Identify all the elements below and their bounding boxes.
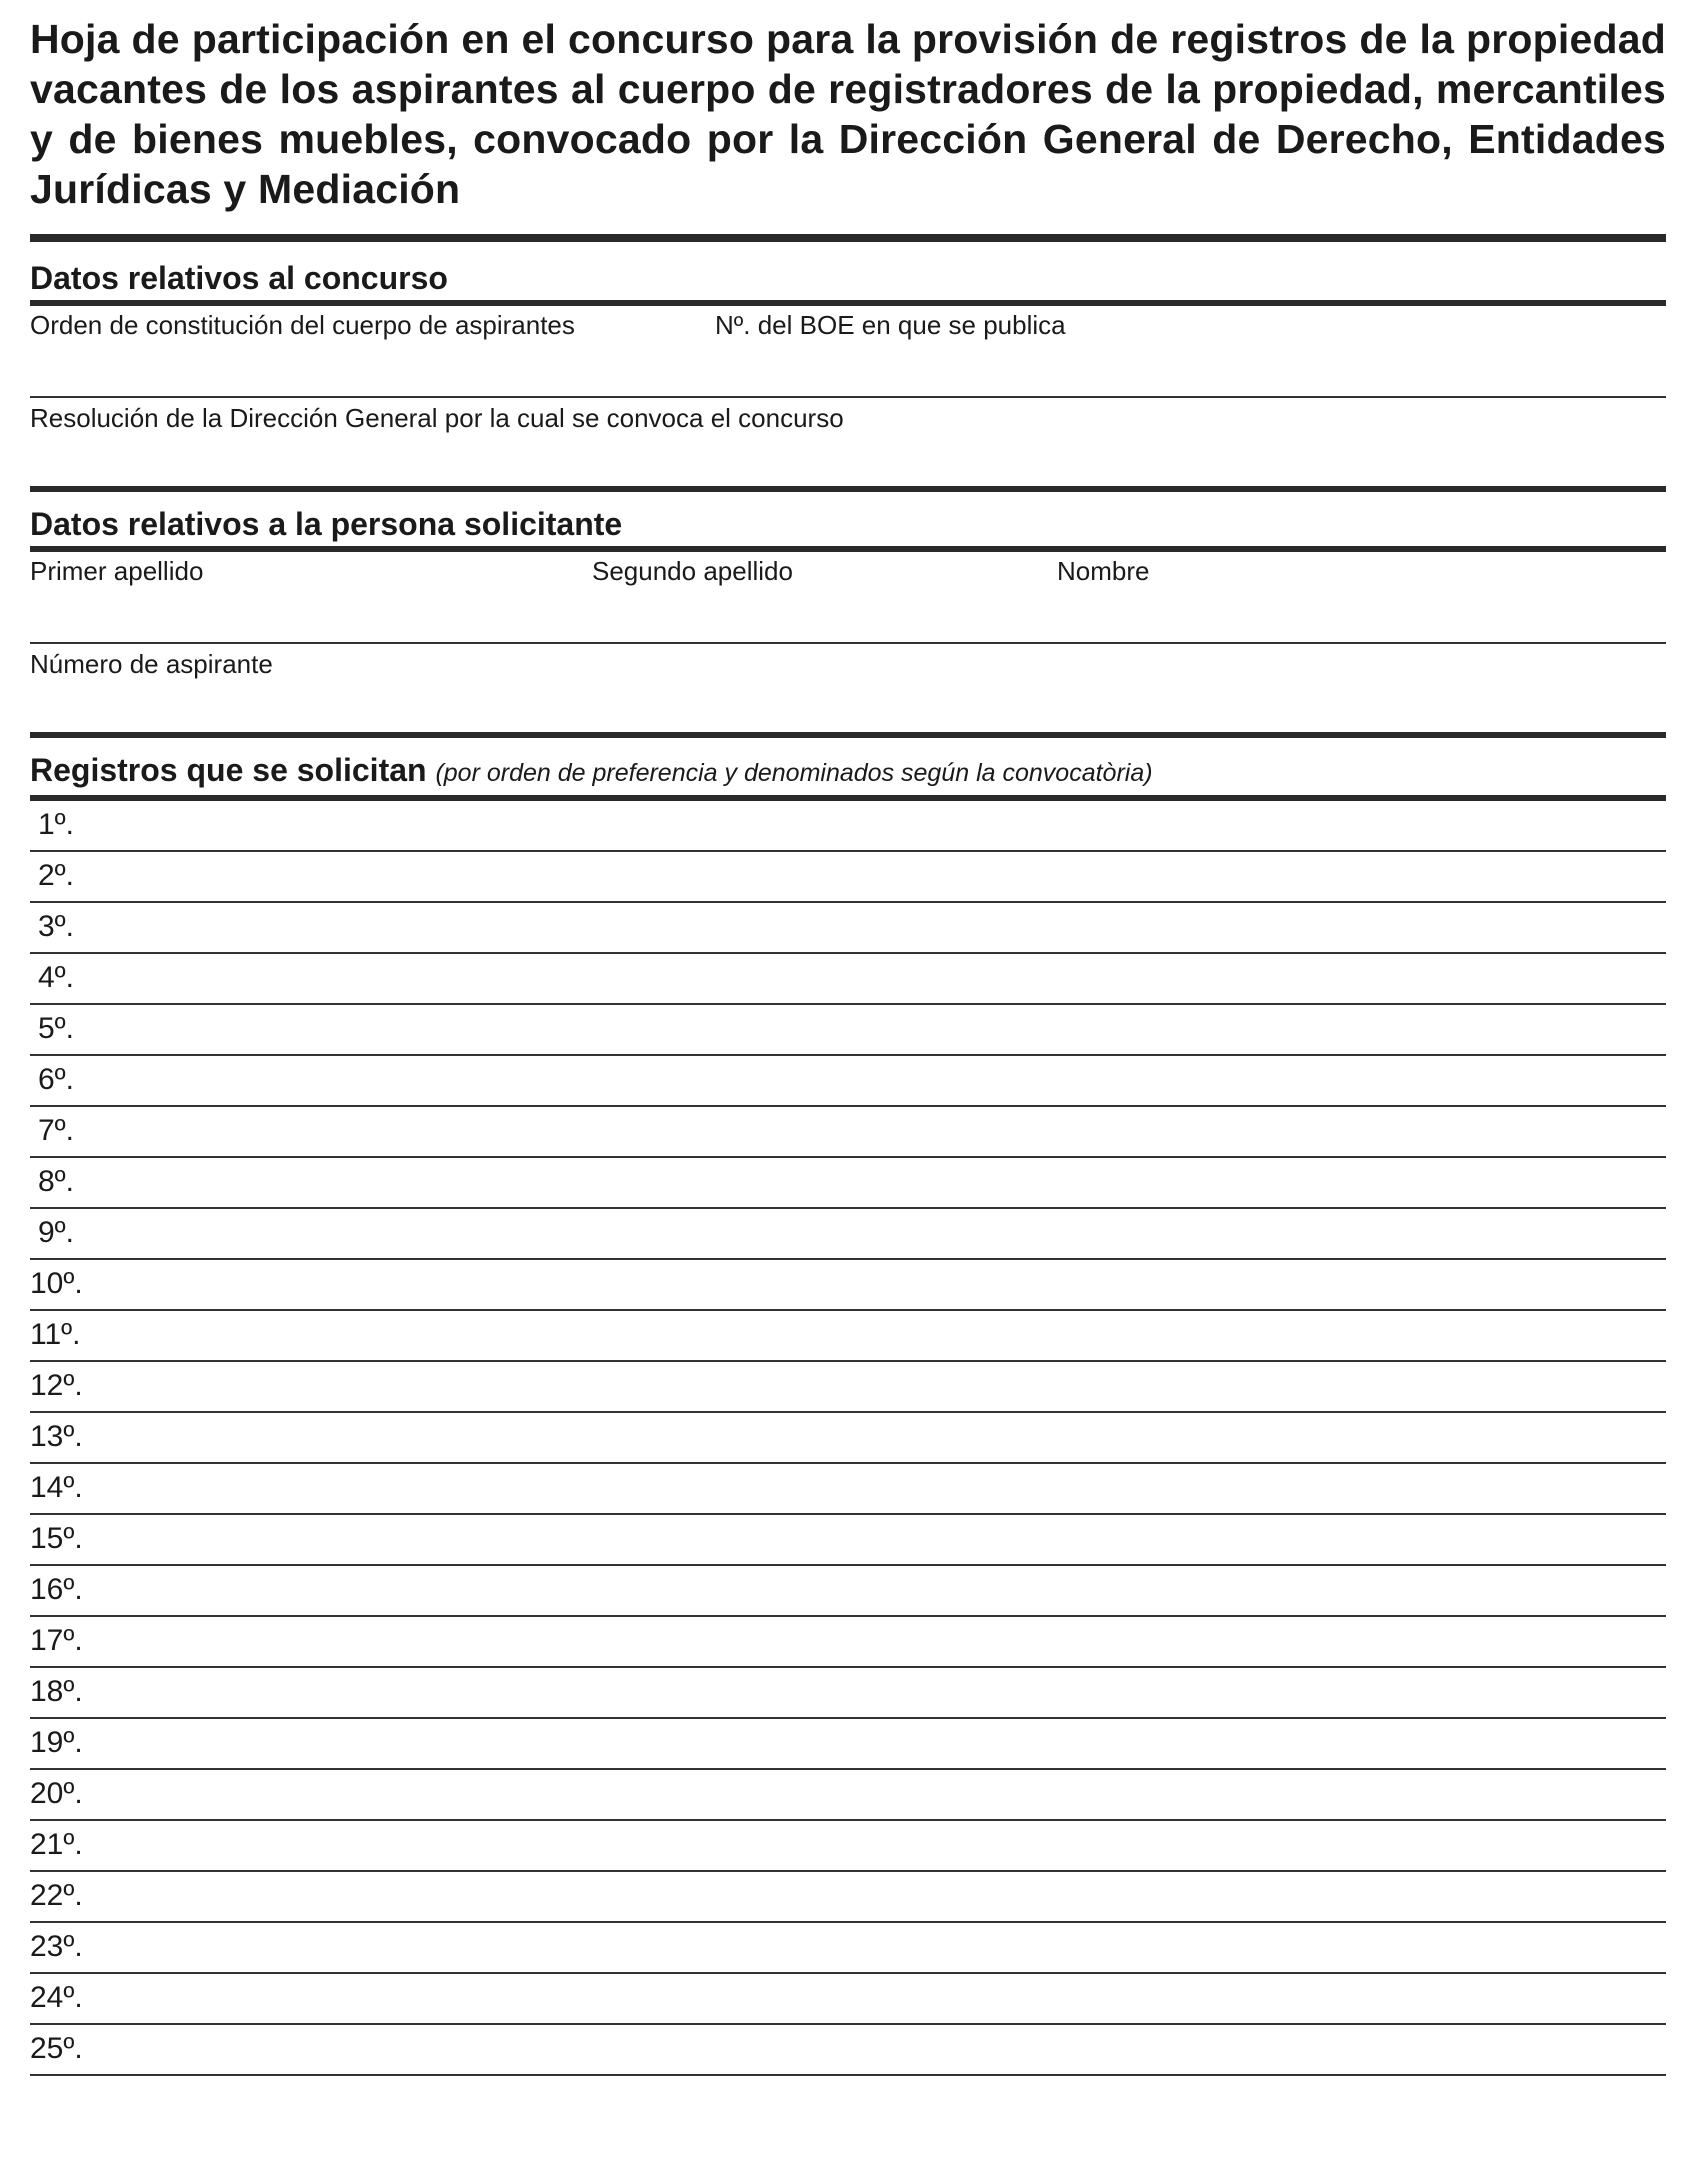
section-heading-registros bbox=[30, 738, 1666, 795]
registro-number: 15º. bbox=[30, 1522, 83, 1555]
registro-row[interactable] bbox=[30, 1566, 1666, 1617]
registro-number: 12º. bbox=[30, 1369, 83, 1402]
registro-number: 11º. bbox=[30, 1318, 81, 1351]
segundo-apellido-label: Segundo apellido bbox=[592, 556, 793, 586]
registro-row[interactable] bbox=[30, 1821, 1666, 1872]
registro-row[interactable] bbox=[30, 1974, 1666, 2025]
orden-label: Orden de constitución del cuerpo de aspirantes bbox=[30, 310, 575, 340]
registro-row[interactable] bbox=[30, 1005, 1666, 1056]
registro-row[interactable] bbox=[30, 2025, 1666, 2076]
numero-aspirante-label: Número de aspirante bbox=[30, 649, 273, 679]
nombre-label: Nombre bbox=[1057, 556, 1150, 586]
registro-number: 18º. bbox=[30, 1675, 83, 1708]
registro-number: 3º. bbox=[38, 910, 74, 943]
registro-row[interactable] bbox=[30, 1107, 1666, 1158]
registros-heading-text: Registros que se solicitan bbox=[30, 752, 427, 788]
registro-number: 9º. bbox=[38, 1216, 74, 1249]
registro-number: 1º. bbox=[38, 808, 74, 841]
registro-row[interactable] bbox=[30, 1617, 1666, 1668]
field-row-nombre[interactable] bbox=[30, 552, 1666, 642]
registro-row[interactable] bbox=[30, 1923, 1666, 1974]
registro-number: 7º. bbox=[38, 1114, 74, 1147]
form-title: Hoja de participación en el concurso para la provisión de registros de la propiedad vacantes de los aspirantes al cuerpo de registradores de la propiedad, mercantiles y de bienes muebles, convocado por la Dirección General de Derecho, Entidades Jurídicas y Mediación bbox=[30, 16, 1666, 212]
registro-number: 10º. bbox=[30, 1267, 83, 1300]
registro-row[interactable] bbox=[30, 1056, 1666, 1107]
registro-number: 21º. bbox=[30, 1828, 83, 1861]
registro-row[interactable] bbox=[30, 954, 1666, 1005]
registro-row[interactable] bbox=[30, 801, 1666, 852]
registro-row[interactable] bbox=[30, 1311, 1666, 1362]
section-heading-concurso: Datos relativos al concurso bbox=[30, 260, 448, 296]
registro-row[interactable] bbox=[30, 1770, 1666, 1821]
registro-row[interactable] bbox=[30, 1464, 1666, 1515]
registro-number: 4º. bbox=[38, 961, 74, 994]
registros-note: (por orden de preferencia y denominados según la convocatòria) bbox=[435, 759, 1153, 787]
registro-row[interactable] bbox=[30, 1362, 1666, 1413]
registro-row[interactable] bbox=[30, 852, 1666, 903]
field-row-orden-boe[interactable] bbox=[30, 306, 1666, 396]
registro-row[interactable] bbox=[30, 1515, 1666, 1566]
registro-number: 5º. bbox=[38, 1012, 74, 1045]
registro-row[interactable] bbox=[30, 1668, 1666, 1719]
registros-list bbox=[30, 801, 1666, 2076]
registro-row[interactable] bbox=[30, 1872, 1666, 1923]
registro-row[interactable] bbox=[30, 1719, 1666, 1770]
registro-number: 16º. bbox=[30, 1573, 83, 1606]
registro-row[interactable] bbox=[30, 1413, 1666, 1464]
section-heading-solicitante: Datos relativos a la persona solicitante bbox=[30, 506, 623, 542]
form-page bbox=[30, 10, 1666, 2076]
registro-number: 8º. bbox=[38, 1165, 74, 1198]
boe-label: Nº. del BOE en que se publica bbox=[715, 310, 1066, 340]
registro-number: 14º. bbox=[30, 1471, 83, 1504]
registro-number: 23º. bbox=[30, 1930, 83, 1963]
registro-number: 22º. bbox=[30, 1879, 83, 1912]
registro-number: 17º. bbox=[30, 1624, 83, 1657]
registro-number: 13º. bbox=[30, 1420, 83, 1453]
registro-row[interactable] bbox=[30, 1209, 1666, 1260]
title-divider bbox=[30, 234, 1666, 242]
registro-number: 24º. bbox=[30, 1981, 83, 2014]
registro-number: 19º. bbox=[30, 1726, 83, 1759]
field-row-numero-aspirante[interactable] bbox=[30, 644, 1666, 732]
registro-number: 20º. bbox=[30, 1777, 83, 1810]
registro-row[interactable] bbox=[30, 1260, 1666, 1311]
registro-row[interactable] bbox=[30, 1158, 1666, 1209]
registro-number: 25º. bbox=[30, 2032, 83, 2065]
registro-number: 2º. bbox=[38, 859, 74, 892]
registro-row[interactable] bbox=[30, 903, 1666, 954]
primer-apellido-label: Primer apellido bbox=[30, 556, 204, 586]
registro-number: 6º. bbox=[38, 1063, 74, 1096]
field-row-resolucion[interactable] bbox=[30, 398, 1666, 486]
resolucion-label: Resolución de la Dirección General por la cual se convoca el concurso bbox=[30, 403, 844, 433]
